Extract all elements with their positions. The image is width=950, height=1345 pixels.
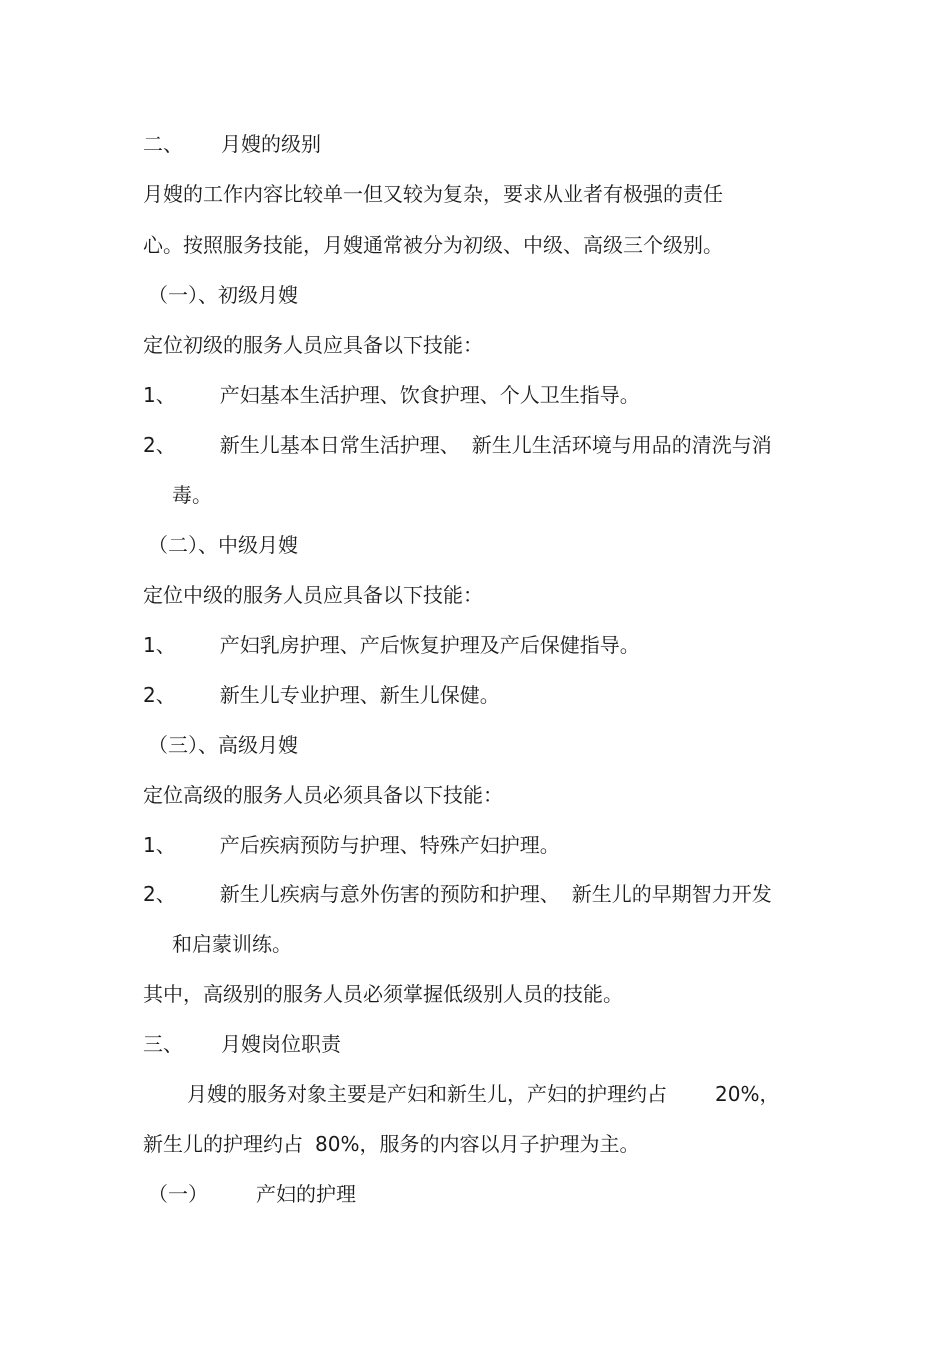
item-text: 新生儿疾病与意外伤害的预防和护理、 [219, 882, 560, 906]
intro-line-1: 月嫂的工作内容比较单一但又较为复杂，要求从业者有极强的责任 [143, 182, 723, 206]
item-text: 新生儿基本日常生活护理、 [219, 433, 460, 457]
middle-title: （二）、中级月嫂 [148, 533, 298, 557]
senior-item-1 [143, 831, 560, 859]
senior-note: 其中，高级别的服务人员必须掌握低级别人员的技能。 [143, 982, 623, 1006]
item-number: 2、 [143, 433, 176, 457]
heading-number: 三、 [143, 1032, 183, 1056]
item-number: 2、 [143, 882, 176, 906]
senior-lead: 定位高级的服务人员必须具备以下技能： [143, 783, 503, 807]
subsection-number: （一） [148, 1182, 208, 1206]
heading-text: 月嫂的级别 [221, 132, 321, 156]
item-text: 产妇乳房护理、产后恢复护理及产后保健指导。 [219, 633, 640, 657]
item-text-cont: 新生儿的早期智力开发 [571, 882, 772, 906]
heading-text: 月嫂岗位职责 [221, 1032, 341, 1056]
item-text: 新生儿专业护理、新生儿保健。 [219, 683, 500, 707]
newborn-share-percent: 80%， [315, 1132, 380, 1156]
item-text: 产妇基本生活护理、饮食护理、个人卫生指导。 [219, 383, 640, 407]
duty-text-cont: 服务的内容以月子护理为主。 [379, 1132, 640, 1156]
item-number: 1、 [143, 833, 176, 857]
subsection-text: 产妇的护理 [256, 1182, 356, 1206]
senior-title: （三）、高级月嫂 [148, 733, 298, 757]
duty-line-1 [187, 1080, 779, 1108]
middle-item-1 [143, 631, 640, 659]
junior-title: （一）、初级月嫂 [148, 283, 298, 307]
senior-item-2-cont: 和启蒙训练。 [172, 932, 292, 956]
subsection-heading-1 [148, 1180, 356, 1208]
middle-item-2 [143, 681, 500, 709]
junior-item-2-cont: 毒。 [172, 483, 212, 507]
intro-line-2: 心。按照服务技能，月嫂通常被分为初级、中级、高级三个级别。 [143, 233, 723, 257]
middle-lead: 定位中级的服务人员应具备以下技能： [143, 583, 483, 607]
senior-item-2 [143, 880, 772, 908]
junior-share-percent: 20%， [715, 1082, 780, 1106]
item-number: 1、 [143, 633, 176, 657]
duty-line-2 [143, 1130, 639, 1158]
junior-item-1 [143, 381, 640, 409]
junior-lead: 定位初级的服务人员应具备以下技能： [143, 333, 483, 357]
item-number: 1、 [143, 383, 176, 407]
duty-text: 新生儿的护理约占 [143, 1132, 303, 1156]
junior-item-2 [143, 431, 772, 459]
item-text-cont: 新生儿生活环境与用品的清洗与消 [471, 433, 772, 457]
item-number: 2、 [143, 683, 176, 707]
section-heading-2 [143, 130, 321, 158]
heading-number: 二、 [143, 132, 183, 156]
duty-text: 月嫂的服务对象主要是产妇和新生儿，产妇的护理约占 [187, 1082, 667, 1106]
item-text: 产后疾病预防与护理、特殊产妇护理。 [219, 833, 560, 857]
section-heading-3 [143, 1030, 341, 1058]
